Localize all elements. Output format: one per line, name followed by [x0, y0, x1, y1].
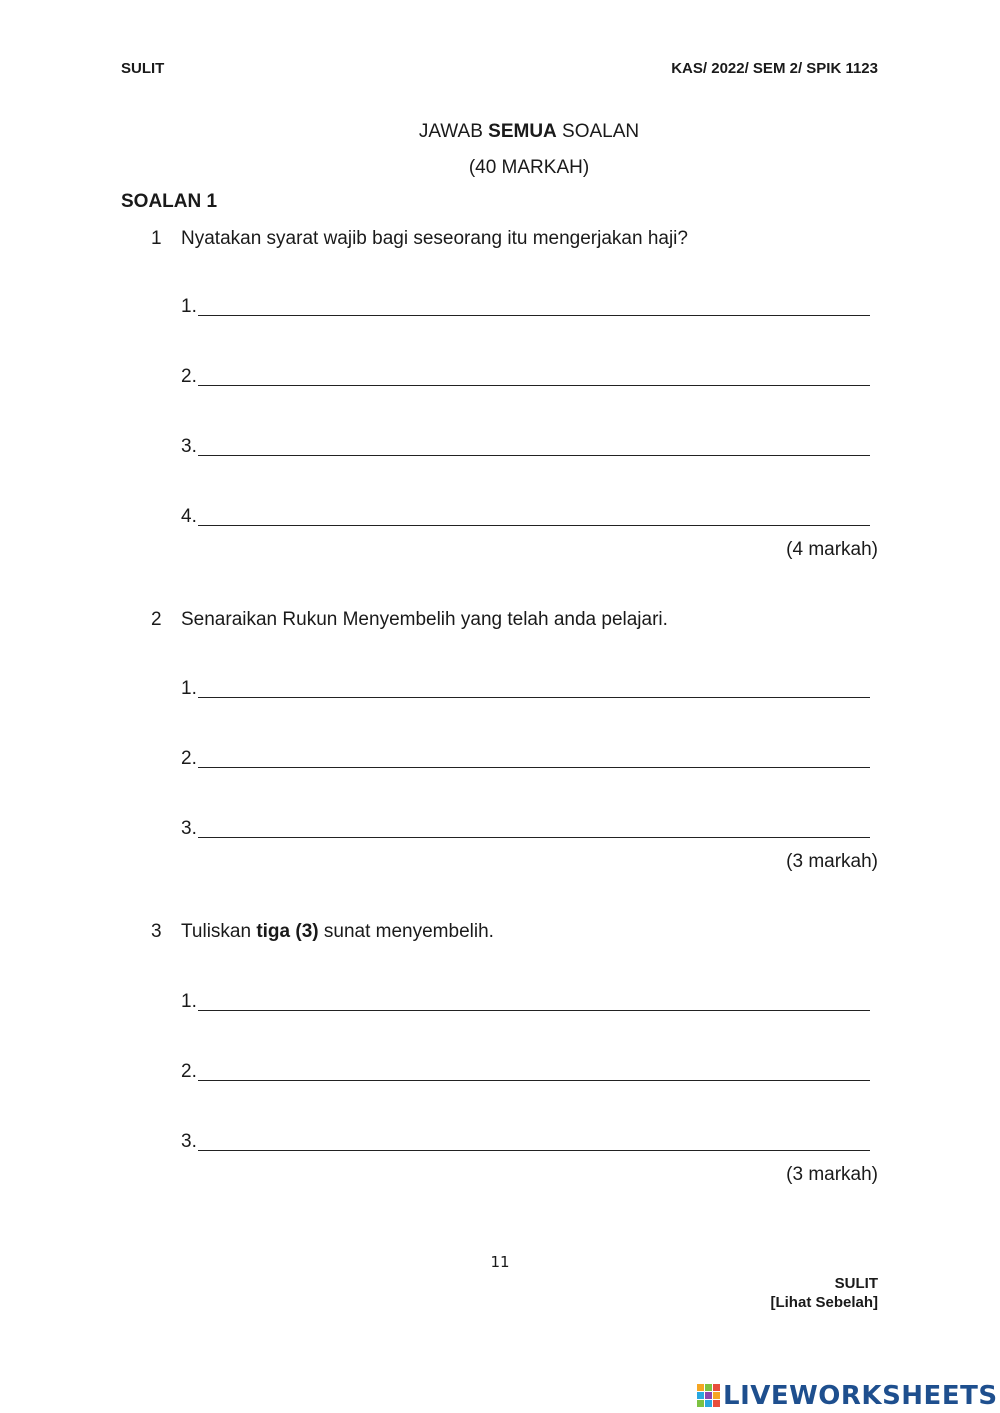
- question-marks: (4 markah): [786, 539, 878, 560]
- answer-line[interactable]: [198, 697, 870, 698]
- liveworksheets-logo-icon: [697, 1384, 721, 1408]
- question-marks: (3 markah): [786, 851, 878, 872]
- answer-number: 4.: [181, 506, 197, 527]
- question-text-part: sunat menyembelih.: [318, 921, 494, 942]
- answer-number: 3.: [181, 1131, 197, 1152]
- question-text-part: Senaraikan Rukun Menyembelih yang telah anda pelajari.: [181, 609, 668, 630]
- question-text: [181, 228, 688, 250]
- question-marks: (3 markah): [786, 1164, 878, 1185]
- question-text-part: Tuliskan: [181, 921, 257, 942]
- question-number: 1: [151, 228, 162, 249]
- footer-next-page: [Lihat Sebelah]: [770, 1294, 878, 1311]
- answer-line[interactable]: [198, 315, 870, 316]
- header-right: KAS/ 2022/ SEM 2/ SPIK 1123: [671, 60, 878, 77]
- question-text-part: Nyatakan syarat wajib bagi seseorang itu mengerjakan haji?: [181, 228, 688, 249]
- answer-number: 2.: [181, 1061, 197, 1082]
- liveworksheets-wordmark: LIVEWORKSHEETS: [723, 1381, 998, 1411]
- answer-line[interactable]: [198, 455, 870, 456]
- footer-sulit: SULIT: [834, 1275, 878, 1292]
- answer-line[interactable]: [198, 1010, 870, 1011]
- answer-line[interactable]: [198, 837, 870, 838]
- answer-number: 1.: [181, 678, 197, 699]
- answer-line[interactable]: [198, 1080, 870, 1081]
- answer-number: 3.: [181, 436, 197, 457]
- answer-line[interactable]: [198, 525, 870, 526]
- question-number: 2: [151, 609, 162, 630]
- header-left: SULIT: [121, 60, 165, 77]
- question-text-emphasis: tiga (3): [256, 921, 319, 942]
- answer-line[interactable]: [198, 385, 870, 386]
- instruction-pre: JAWAB: [418, 121, 489, 142]
- instruction-post: SOALAN: [556, 121, 640, 142]
- question-text: [181, 921, 494, 943]
- section-title: SOALAN 1: [121, 191, 218, 212]
- total-marks: (40 MARKAH): [468, 157, 590, 178]
- answer-number: 1.: [181, 991, 197, 1012]
- liveworksheets-brand[interactable]: [697, 1381, 998, 1411]
- answer-line[interactable]: [198, 767, 870, 768]
- answer-number: 2.: [181, 366, 197, 387]
- question-number: 3: [151, 921, 162, 942]
- instruction-bold: SEMUA: [488, 121, 557, 142]
- question-text: [181, 609, 668, 631]
- instruction-line: [0, 121, 1000, 143]
- answer-number: 3.: [181, 818, 197, 839]
- answer-number: 2.: [181, 748, 197, 769]
- page-number: 11: [490, 1253, 510, 1271]
- answer-line[interactable]: [198, 1150, 870, 1151]
- answer-number: 1.: [181, 296, 197, 317]
